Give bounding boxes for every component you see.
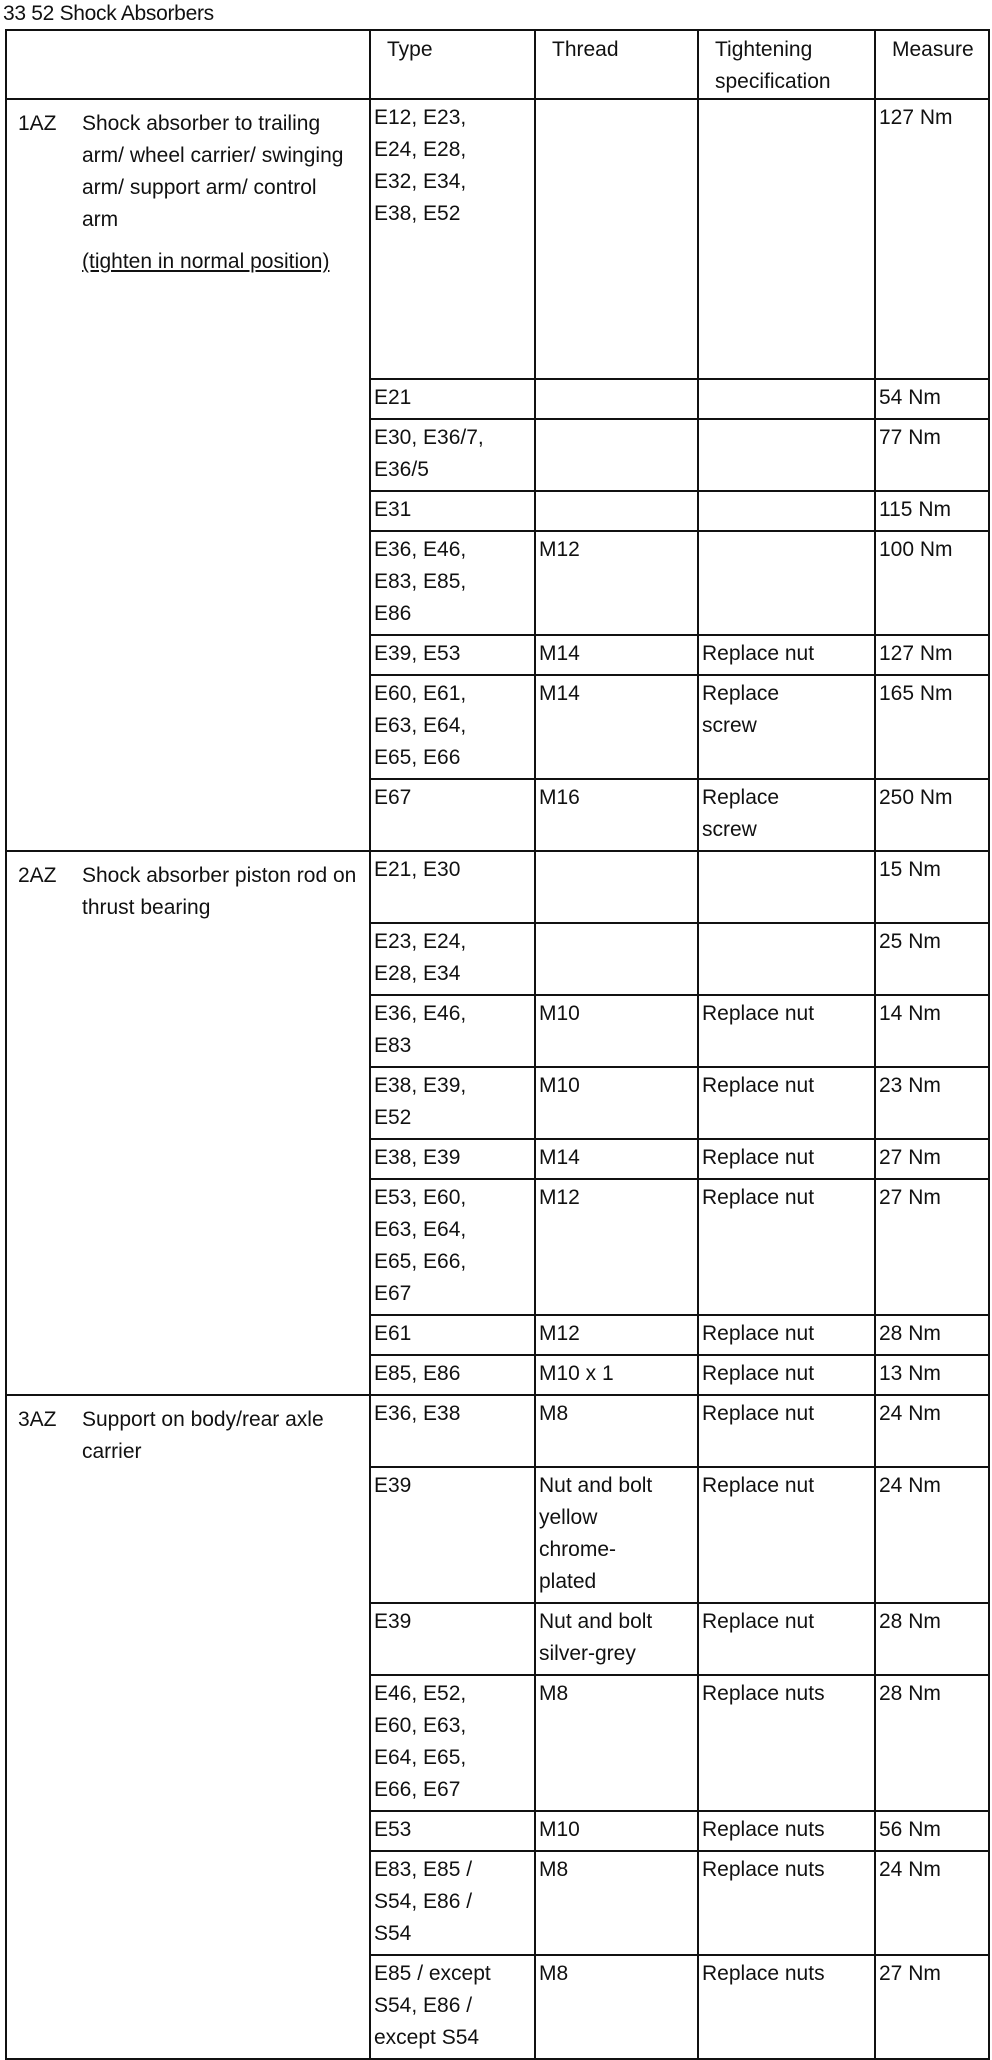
thread-cell xyxy=(535,851,698,923)
type-cell xyxy=(370,1139,535,1179)
position-code: 2AZ xyxy=(18,864,57,887)
measure-cell xyxy=(875,1955,989,2059)
spec-cell-text: Replace nut xyxy=(702,1002,815,1025)
spec-cell-text: Replace nuts xyxy=(702,1962,825,1985)
spec-cell-text: Replace nuts xyxy=(702,1682,825,1705)
type-cell xyxy=(370,1603,535,1675)
thread-cell-text: M14 xyxy=(539,1146,580,1169)
thread-cell-text: M10 xyxy=(539,1002,580,1025)
spec-cell xyxy=(698,1603,875,1675)
measure-cell xyxy=(875,1603,989,1675)
thread-cell xyxy=(535,1811,698,1851)
spec-cell xyxy=(698,419,875,491)
thread-cell-text: M16 xyxy=(539,786,580,809)
header-thread: Thread xyxy=(535,30,698,99)
type-cell-text: E36, E46, E83 xyxy=(374,1002,467,1057)
thread-cell xyxy=(535,995,698,1067)
measure-cell xyxy=(875,1355,989,1395)
thread-cell xyxy=(535,1603,698,1675)
thread-cell-text: M10 xyxy=(539,1074,580,1097)
thread-cell xyxy=(535,1355,698,1395)
header-type: Type xyxy=(370,30,535,99)
spec-cell xyxy=(698,779,875,851)
measure-cell-text: 28 Nm xyxy=(879,1322,941,1345)
spec-cell xyxy=(698,1395,875,1467)
spec-cell xyxy=(698,1675,875,1811)
thread-cell xyxy=(535,1395,698,1467)
spec-cell xyxy=(698,1139,875,1179)
type-cell-text: E36, E46, E83, E85, E86 xyxy=(374,538,467,625)
measure-cell-text: 15 Nm xyxy=(879,858,941,881)
table-body xyxy=(6,99,989,2059)
type-cell xyxy=(370,1395,535,1467)
measure-cell-text: 54 Nm xyxy=(879,386,941,409)
type-cell-text: E85 / except S54, E86 / except S54 xyxy=(374,1962,491,2049)
thread-cell xyxy=(535,1139,698,1179)
table-row xyxy=(6,99,989,379)
measure-cell-text: 27 Nm xyxy=(879,1146,941,1169)
type-cell-text: E83, E85 / S54, E86 / S54 xyxy=(374,1858,473,1945)
measure-cell xyxy=(875,419,989,491)
thread-cell xyxy=(535,419,698,491)
measure-cell-text: 25 Nm xyxy=(879,930,941,953)
position-description xyxy=(82,860,366,924)
measure-cell-text: 24 Nm xyxy=(879,1858,941,1881)
spec-cell xyxy=(698,1067,875,1139)
thread-cell xyxy=(535,379,698,419)
spec-cell-text: Replace nut xyxy=(702,1146,815,1169)
type-cell xyxy=(370,531,535,635)
measure-cell xyxy=(875,995,989,1067)
position-code: 1AZ xyxy=(18,112,57,135)
position-code: 3AZ xyxy=(18,1408,57,1431)
spec-cell-text: Replace nut xyxy=(702,1074,815,1097)
spec-cell-text: Replace nut xyxy=(702,1186,815,1209)
type-cell-text: E23, E24, E28, E34 xyxy=(374,930,467,985)
measure-cell xyxy=(875,635,989,675)
type-cell-text: E67 xyxy=(374,786,412,809)
type-cell xyxy=(370,1179,535,1315)
thread-cell xyxy=(535,635,698,675)
measure-cell xyxy=(875,851,989,923)
spec-cell xyxy=(698,99,875,379)
measure-cell xyxy=(875,779,989,851)
type-cell xyxy=(370,851,535,923)
spec-cell xyxy=(698,1315,875,1355)
thread-cell xyxy=(535,1955,698,2059)
header-blank xyxy=(6,30,370,99)
measure-cell-text: 127 Nm xyxy=(879,642,953,665)
spec-cell xyxy=(698,1811,875,1851)
type-cell xyxy=(370,923,535,995)
spec-cell-text: Replace nut xyxy=(702,1322,815,1345)
thread-cell xyxy=(535,1467,698,1603)
spec-cell xyxy=(698,1467,875,1603)
thread-cell-text: Nut and bolt silver-grey xyxy=(539,1610,653,1665)
type-cell-text: E85, E86 xyxy=(374,1362,461,1385)
measure-cell-text: 27 Nm xyxy=(879,1186,941,1209)
measure-cell-text: 14 Nm xyxy=(879,1002,941,1025)
type-cell-text: E31 xyxy=(374,498,412,521)
measure-cell xyxy=(875,1315,989,1355)
thread-cell-text: M14 xyxy=(539,682,580,705)
thread-cell xyxy=(535,779,698,851)
type-cell xyxy=(370,779,535,851)
measure-cell-text: 115 Nm xyxy=(879,498,951,521)
type-cell-text: E39, E53 xyxy=(374,642,461,665)
spec-cell xyxy=(698,1179,875,1315)
thread-cell xyxy=(535,1315,698,1355)
spec-cell-text: Replace nut xyxy=(702,1362,815,1385)
measure-cell xyxy=(875,491,989,531)
table-row xyxy=(6,1395,989,1467)
thread-cell xyxy=(535,1675,698,1811)
thread-cell-text: M8 xyxy=(539,1962,569,1985)
spec-cell xyxy=(698,491,875,531)
measure-cell-text: 24 Nm xyxy=(879,1474,941,1497)
measure-cell-text: 24 Nm xyxy=(879,1402,941,1425)
measure-cell xyxy=(875,1811,989,1851)
measure-cell xyxy=(875,1395,989,1467)
type-cell-text: E36, E38 xyxy=(374,1402,461,1425)
thread-cell-text: M8 xyxy=(539,1402,569,1425)
thread-cell-text: M10 x 1 xyxy=(539,1362,614,1385)
thread-cell-text: M8 xyxy=(539,1682,569,1705)
type-cell-text: E39 xyxy=(374,1474,412,1497)
torque-table xyxy=(5,29,990,2060)
type-cell xyxy=(370,1315,535,1355)
thread-cell xyxy=(535,675,698,779)
type-cell-text: E38, E39 xyxy=(374,1146,461,1169)
spec-cell-text: Replace screw xyxy=(702,682,780,737)
measure-cell-text: 100 Nm xyxy=(879,538,953,561)
thread-cell xyxy=(535,1067,698,1139)
type-cell xyxy=(370,675,535,779)
spec-cell xyxy=(698,675,875,779)
spec-cell xyxy=(698,1851,875,1955)
spec-cell xyxy=(698,531,875,635)
position-description xyxy=(82,108,366,278)
spec-cell xyxy=(698,851,875,923)
type-cell-text: E46, E52, E60, E63, E64, E65, E66, E67 xyxy=(374,1682,467,1801)
measure-cell xyxy=(875,923,989,995)
table-row xyxy=(6,851,989,923)
thread-cell xyxy=(535,1179,698,1315)
thread-cell-text: M12 xyxy=(539,1322,580,1345)
spec-cell-text: Replace screw xyxy=(702,786,780,841)
measure-cell xyxy=(875,675,989,779)
spec-cell xyxy=(698,1955,875,2059)
spec-cell xyxy=(698,1355,875,1395)
measure-cell xyxy=(875,531,989,635)
type-cell xyxy=(370,1675,535,1811)
type-cell xyxy=(370,379,535,419)
measure-cell-text: 165 Nm xyxy=(879,682,953,705)
type-cell-text: E53 xyxy=(374,1818,412,1841)
position-note: (tighten in normal position) xyxy=(82,250,330,273)
header-spec: Tightening specification xyxy=(698,30,875,99)
measure-cell xyxy=(875,1179,989,1315)
type-cell xyxy=(370,1355,535,1395)
position-description xyxy=(82,1404,366,1468)
type-cell-text: E21 xyxy=(374,386,412,409)
measure-cell-text: 56 Nm xyxy=(879,1818,941,1841)
measure-cell-text: 77 Nm xyxy=(879,426,941,449)
thread-cell xyxy=(535,531,698,635)
type-cell xyxy=(370,635,535,675)
position-description-text: Shock absorber to trailing arm/ wheel carrier/ swinging arm/ support arm/ control arm xyxy=(82,112,344,231)
header-measure: Measure xyxy=(875,30,989,99)
header-row xyxy=(6,30,989,99)
spec-cell xyxy=(698,379,875,419)
type-cell xyxy=(370,1955,535,2059)
thread-cell xyxy=(535,923,698,995)
measure-cell-text: 27 Nm xyxy=(879,1962,941,1985)
spec-cell xyxy=(698,995,875,1067)
type-cell xyxy=(370,491,535,531)
spec-cell-text: Replace nut xyxy=(702,1474,815,1497)
type-cell-text: E12, E23, E24, E28, E32, E34, E38, E52 xyxy=(374,106,467,225)
thread-cell-text: Nut and bolt yellow chrome- plated xyxy=(539,1474,653,1593)
type-cell xyxy=(370,419,535,491)
measure-cell-text: 28 Nm xyxy=(879,1610,941,1633)
thread-cell xyxy=(535,99,698,379)
type-cell-text: E38, E39, E52 xyxy=(374,1074,467,1129)
position-description-text: Shock absorber piston rod on thrust bearing xyxy=(82,864,357,919)
type-cell-text: E30, E36/7, E36/5 xyxy=(374,426,484,481)
thread-cell-text: M8 xyxy=(539,1858,569,1881)
thread-cell xyxy=(535,1851,698,1955)
spec-cell xyxy=(698,923,875,995)
thread-cell-text: M12 xyxy=(539,538,580,561)
type-cell xyxy=(370,995,535,1067)
spec-cell xyxy=(698,635,875,675)
type-cell xyxy=(370,1467,535,1603)
type-cell-text: E21, E30 xyxy=(374,858,461,881)
position-cell xyxy=(6,851,370,1395)
thread-cell-text: M12 xyxy=(539,1186,580,1209)
measure-cell xyxy=(875,1467,989,1603)
thread-cell xyxy=(535,491,698,531)
type-cell xyxy=(370,1811,535,1851)
type-cell-text: E60, E61, E63, E64, E65, E66 xyxy=(374,682,467,769)
measure-cell-text: 250 Nm xyxy=(879,786,953,809)
measure-cell xyxy=(875,99,989,379)
thread-cell-text: M14 xyxy=(539,642,580,665)
spec-cell-text: Replace nuts xyxy=(702,1858,825,1881)
measure-cell-text: 23 Nm xyxy=(879,1074,941,1097)
type-cell xyxy=(370,99,535,379)
position-cell xyxy=(6,1395,370,2059)
spec-cell-text: Replace nut xyxy=(702,1402,815,1425)
type-cell xyxy=(370,1851,535,1955)
spec-cell-text: Replace nut xyxy=(702,642,815,665)
measure-cell-text: 127 Nm xyxy=(879,106,953,129)
spec-cell-text: Replace nut xyxy=(702,1610,815,1633)
measure-cell xyxy=(875,1139,989,1179)
measure-cell-text: 13 Nm xyxy=(879,1362,941,1385)
thread-cell-text: M10 xyxy=(539,1818,580,1841)
measure-cell xyxy=(875,1067,989,1139)
position-description-text: Support on body/rear axle carrier xyxy=(82,1408,324,1463)
spec-cell-text: Replace nuts xyxy=(702,1818,825,1841)
type-cell xyxy=(370,1067,535,1139)
measure-cell xyxy=(875,379,989,419)
measure-cell xyxy=(875,1851,989,1955)
type-cell-text: E61 xyxy=(374,1322,412,1345)
type-cell-text: E39 xyxy=(374,1610,412,1633)
measure-cell xyxy=(875,1675,989,1811)
page-title: 33 52 Shock Absorbers xyxy=(3,2,214,25)
measure-cell-text: 28 Nm xyxy=(879,1682,941,1705)
position-cell xyxy=(6,99,370,851)
type-cell-text: E53, E60, E63, E64, E65, E66, E67 xyxy=(374,1186,467,1305)
